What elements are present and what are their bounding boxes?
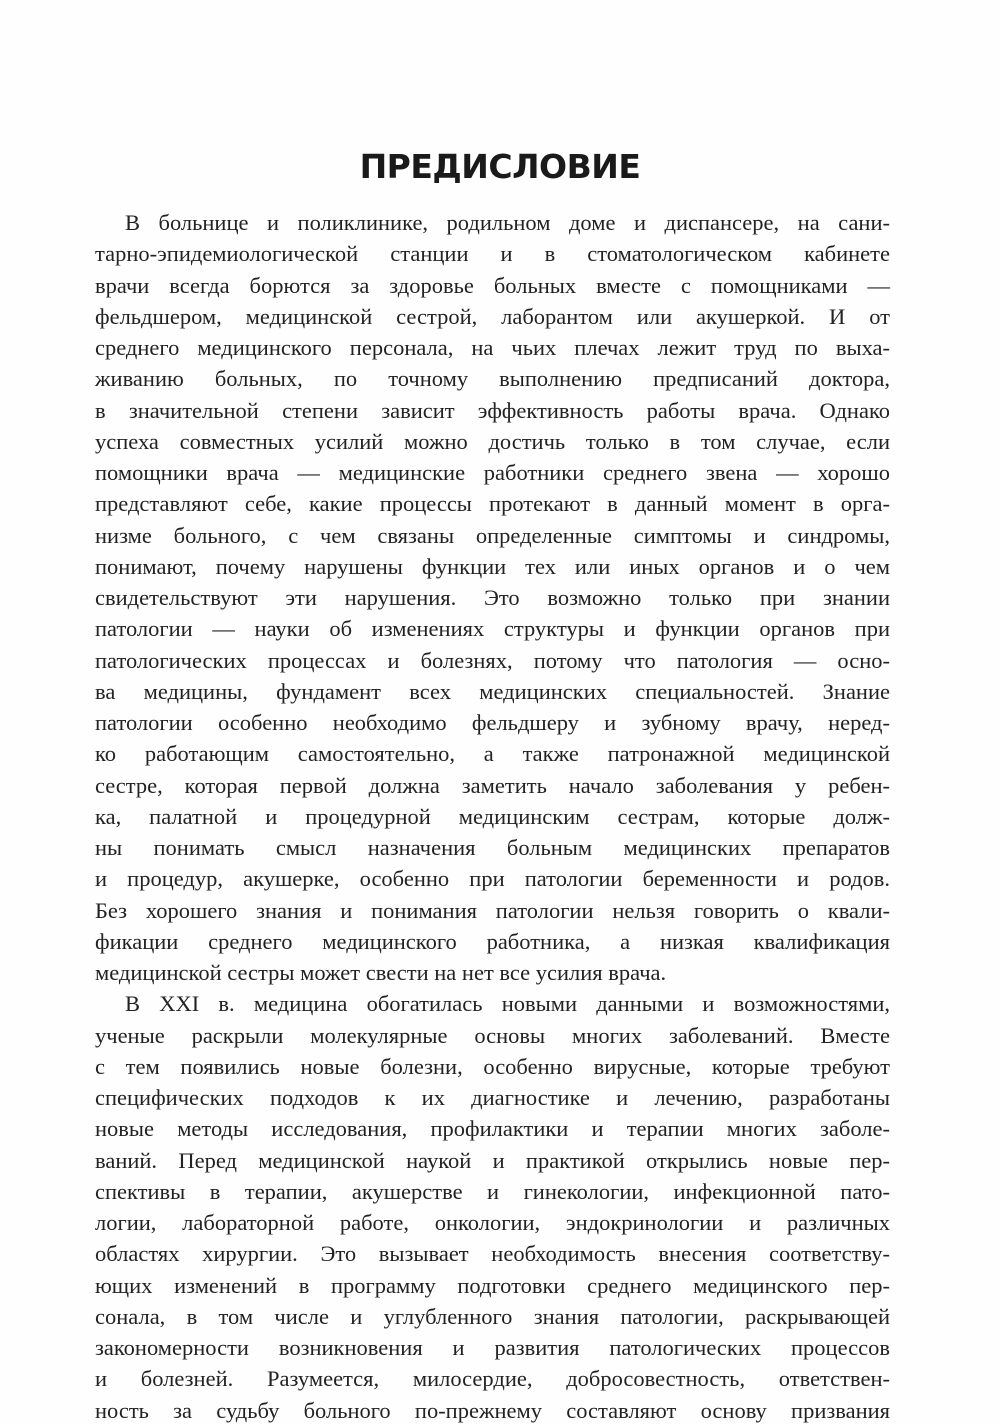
text-line: патологии — науки об изменениях структуры и функции органов при	[95, 616, 890, 642]
text-line: помощники врача — медицинские работники среднего звена — хорошо	[95, 460, 890, 485]
body-text	[95, 207, 890, 1426]
text-line: свидетельствуют эти нарушения. Это возможно только при знании	[95, 585, 890, 610]
text-line: среднего медицинского персонала, на чьих плечах лежит труд по выха-	[95, 335, 890, 360]
text-line: понимают, почему нарушены функции тех или иных органов и о чем	[95, 553, 890, 579]
text-line: медицинской сестры может свести на нет все усилия врача.	[95, 960, 667, 985]
text-line: Без хорошего знания и понимания патологии нельзя говорить о квали-	[95, 897, 890, 923]
text-line: ка, палатной и процедурной медицинским сестрам, которые долж-	[95, 803, 890, 829]
paragraph-2	[95, 988, 890, 1426]
text-line: врачи всегда борются за здоровье больных вместе с помощниками —	[95, 272, 890, 298]
text-line: патологических процессах и болезнях, потому что патология — осно-	[95, 647, 890, 673]
text-line: успеха совместных усилий можно достичь только в том случае, если	[95, 428, 890, 454]
text-line: и болезней. Разумеется, милосердие, добросовестность, ответствен-	[95, 1366, 890, 1392]
text-line: представляют себе, какие процессы протекают в данный момент в орга-	[95, 491, 890, 517]
text-line: областях хирургии. Это вызывает необходимость внесения соответству-	[95, 1241, 890, 1267]
text-line: фельдшером, медицинской сестрой, лаборантом или акушеркой. И от	[95, 303, 890, 329]
text-line: в значительной степени зависит эффективность работы врача. Однако	[95, 397, 890, 423]
text-line: новые методы исследования, профилактики и терапии многих заболе-	[95, 1116, 890, 1142]
text-line: ваний. Перед медицинской наукой и практикой открылись новые пер-	[95, 1147, 890, 1173]
text-line: живанию больных, по точному выполнению предписаний доктора,	[95, 366, 890, 392]
text-line: фикации среднего медицинского работника, а низкая квалификация	[95, 928, 890, 954]
text-line: патологии особенно необходимо фельдшеру и зубному врачу, неред-	[95, 710, 890, 735]
text-line: тарно-эпидемиологической станции и в стоматологическом кабинете	[95, 241, 890, 267]
text-line: ны понимать смысл назначения больным медицинских препаратов	[95, 835, 890, 860]
text-line: ность за судьбу больного по-прежнему составляют основу призвания	[95, 1397, 890, 1423]
text-line: ющих изменений в программу подготовки среднего медицинского пер-	[95, 1272, 890, 1298]
text-line: В XXI в. медицина обогатилась новыми данными и возможностями,	[125, 991, 890, 1017]
text-line: низме больного, с чем связаны определенные симптомы и синдромы,	[95, 522, 890, 548]
text-line: закономерности возникновения и развития патологических процессов	[95, 1335, 890, 1360]
text-line: специфических подходов к их диагностике и лечению, разработаны	[95, 1085, 890, 1110]
text-line: с тем появились новые болезни, особенно вирусные, которые требуют	[95, 1053, 890, 1079]
text-line: логии, лабораторной работе, онкологии, эндокринологии и различных	[95, 1210, 890, 1235]
text-line: спективы в терапии, акушерстве и гинекологии, инфекционной пато-	[95, 1178, 890, 1204]
text-line: ко работающим самостоятельно, а также патронажной медицинской	[95, 741, 890, 767]
text-line: и процедур, акушерке, особенно при патологии беременности и родов.	[95, 866, 890, 892]
paragraph-1	[95, 207, 890, 988]
text-line: ученые раскрыли молекулярные основы многих заболеваний. Вместе	[95, 1022, 890, 1048]
page-title: ПРЕДИСЛОВИЕ	[359, 147, 641, 186]
text-line: сонала, в том числе и углубленного знания патологии, раскрывающей	[95, 1303, 890, 1329]
text-line: ва медицины, фундамент всех медицинских специальностей. Знание	[95, 678, 890, 704]
text-line: В больнице и поликлинике, родильном доме и диспансере, на сани-	[125, 210, 890, 235]
text-line: сестре, которая первой должна заметить начало заболевания у ребен-	[95, 772, 890, 798]
